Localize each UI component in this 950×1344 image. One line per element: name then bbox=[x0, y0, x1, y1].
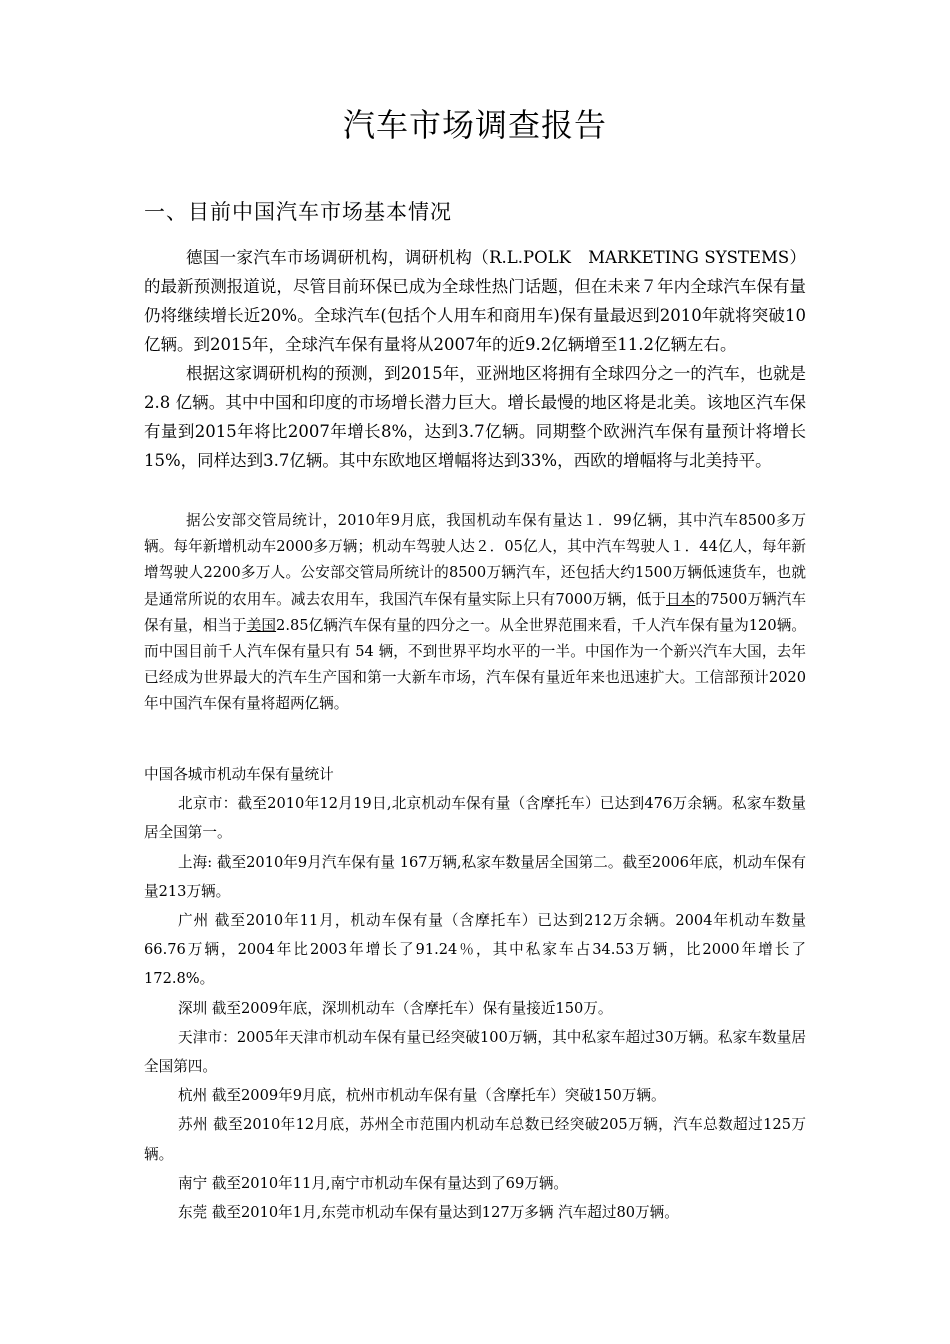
section-heading: 一、目前中国汽车市场基本情况 bbox=[144, 200, 452, 224]
city-stats-heading: 中国各城市机动车保有量统计 bbox=[144, 766, 334, 783]
link-japan[interactable]: 日本 bbox=[666, 590, 696, 608]
city-tianjin: 天津市：2005年天津市机动车保有量已经突破100万辆，其中私家车超过30万辆。私家车数量居全国第四。 bbox=[144, 1028, 806, 1076]
document-title: 汽车市场调查报告 bbox=[342, 106, 607, 144]
city-beijing: 北京市：截至2010年12月19日,北京机动车保有量（含摩托车）已达到476万余辆。私家车数量居全国第一。 bbox=[144, 795, 806, 842]
paragraph-regional-forecast: 根据这家调研机构的预测，到2015年，亚洲地区将拥有全球四分之一的汽车，也就是 2.8 亿辆。其中中国和印度的市场增长潜力巨大。增长最慢的地区将是北美。该地区汽车保有量到2015年将比2007年增长8%，达到3.7亿辆。同期整个欧洲汽车保有量预计将增长15%，同样达到3.7亿辆。其中东欧地区增幅将达到33%，西欧的增幅将与北美持平。 bbox=[144, 364, 806, 470]
city-suzhou: 苏州 截至2010年12月底，苏州全市范围内机动车总数已经突破205万辆，汽车总数超过125万辆。 bbox=[144, 1116, 806, 1163]
city-nanning: 南宁 截至2010年11月,南宁市机动车保有量达到了69万辆。 bbox=[178, 1174, 569, 1192]
city-dongguan: 东莞 截至2010年1月,东莞市机动车保有量达到127万多辆 汽车超过80万辆。 bbox=[178, 1204, 679, 1222]
paragraph-text: 2.85亿辆汽车保有量的四分之一。从全世界范围来看，千人汽车保有量为120辆。而中国目前千人汽车保有量只有 54 辆，不到世界平均水平的一半。中国作为一个新兴汽车大国，去年已经成为世界最大的汽车生产国和第一大新车市场，汽车保有量近年来也迅速扩大。工信部预计2020年中国汽车保有量将超两亿辆。 bbox=[144, 616, 806, 713]
city-stats-block bbox=[144, 760, 806, 1227]
city-shenzhen: 深圳 截至2009年底，深圳机动车（含摩托车）保有量接近150万。 bbox=[178, 999, 613, 1017]
city-hangzhou: 杭州 截至2009年9月底，杭州市机动车保有量（含摩托车）突破150万辆。 bbox=[178, 1087, 666, 1105]
city-shanghai: 上海: 截至2010年9月汽车保有量 167万辆,私家车数量居全国第二。截至2006年底，机动车保有量213万辆。 bbox=[144, 853, 806, 900]
intro-block bbox=[144, 243, 806, 475]
paragraph-china-vehicle-stats bbox=[144, 508, 806, 718]
china-stats-block bbox=[144, 508, 806, 718]
paragraph-text: 据公安部交管局统计，2010年9月底，我国机动车保有量达１．99亿辆，其中汽车8500多万辆。每年新增机动车2000多万辆；机动车驾驶人达２．05亿人，其中汽车驾驶人１．44亿人，每年新增驾驶人2200多万人。公安部交管局所统计的8500万辆汽车，还包括大约1500万辆低速货车，也就是通常所说的农用车。减去农用车，我国汽车保有量实际上只有7000万辆，低于 bbox=[144, 512, 806, 608]
link-usa[interactable]: 美国 bbox=[246, 616, 277, 634]
city-guangzhou: 广州 截至2010年11月，机动车保有量（含摩托车）已达到212万余辆。2004年机动车数量66.76万辆，2004年比2003年增长了91.24％，其中私家车占34.53万辆，比2000年增长了172.8%。 bbox=[144, 912, 806, 988]
paragraph-global-forecast: 德国一家汽车市场调研机构，调研机构（R.L.POLK MARKETING SYSTEMS）的最新预测报道说，尽管目前环保已成为全球性热门话题，但在未来７年内全球汽车保有量仍将继续增长近20%。全球汽车(包括个人用车和商用车)保有量最迟到2010年就将突破10亿辆。到2015年，全球汽车保有量将从2007年的近9.2亿辆增至11.2亿辆左右。 bbox=[144, 248, 806, 354]
paragraph-text: 的7500万辆汽车保有量，相当于 bbox=[144, 590, 806, 634]
